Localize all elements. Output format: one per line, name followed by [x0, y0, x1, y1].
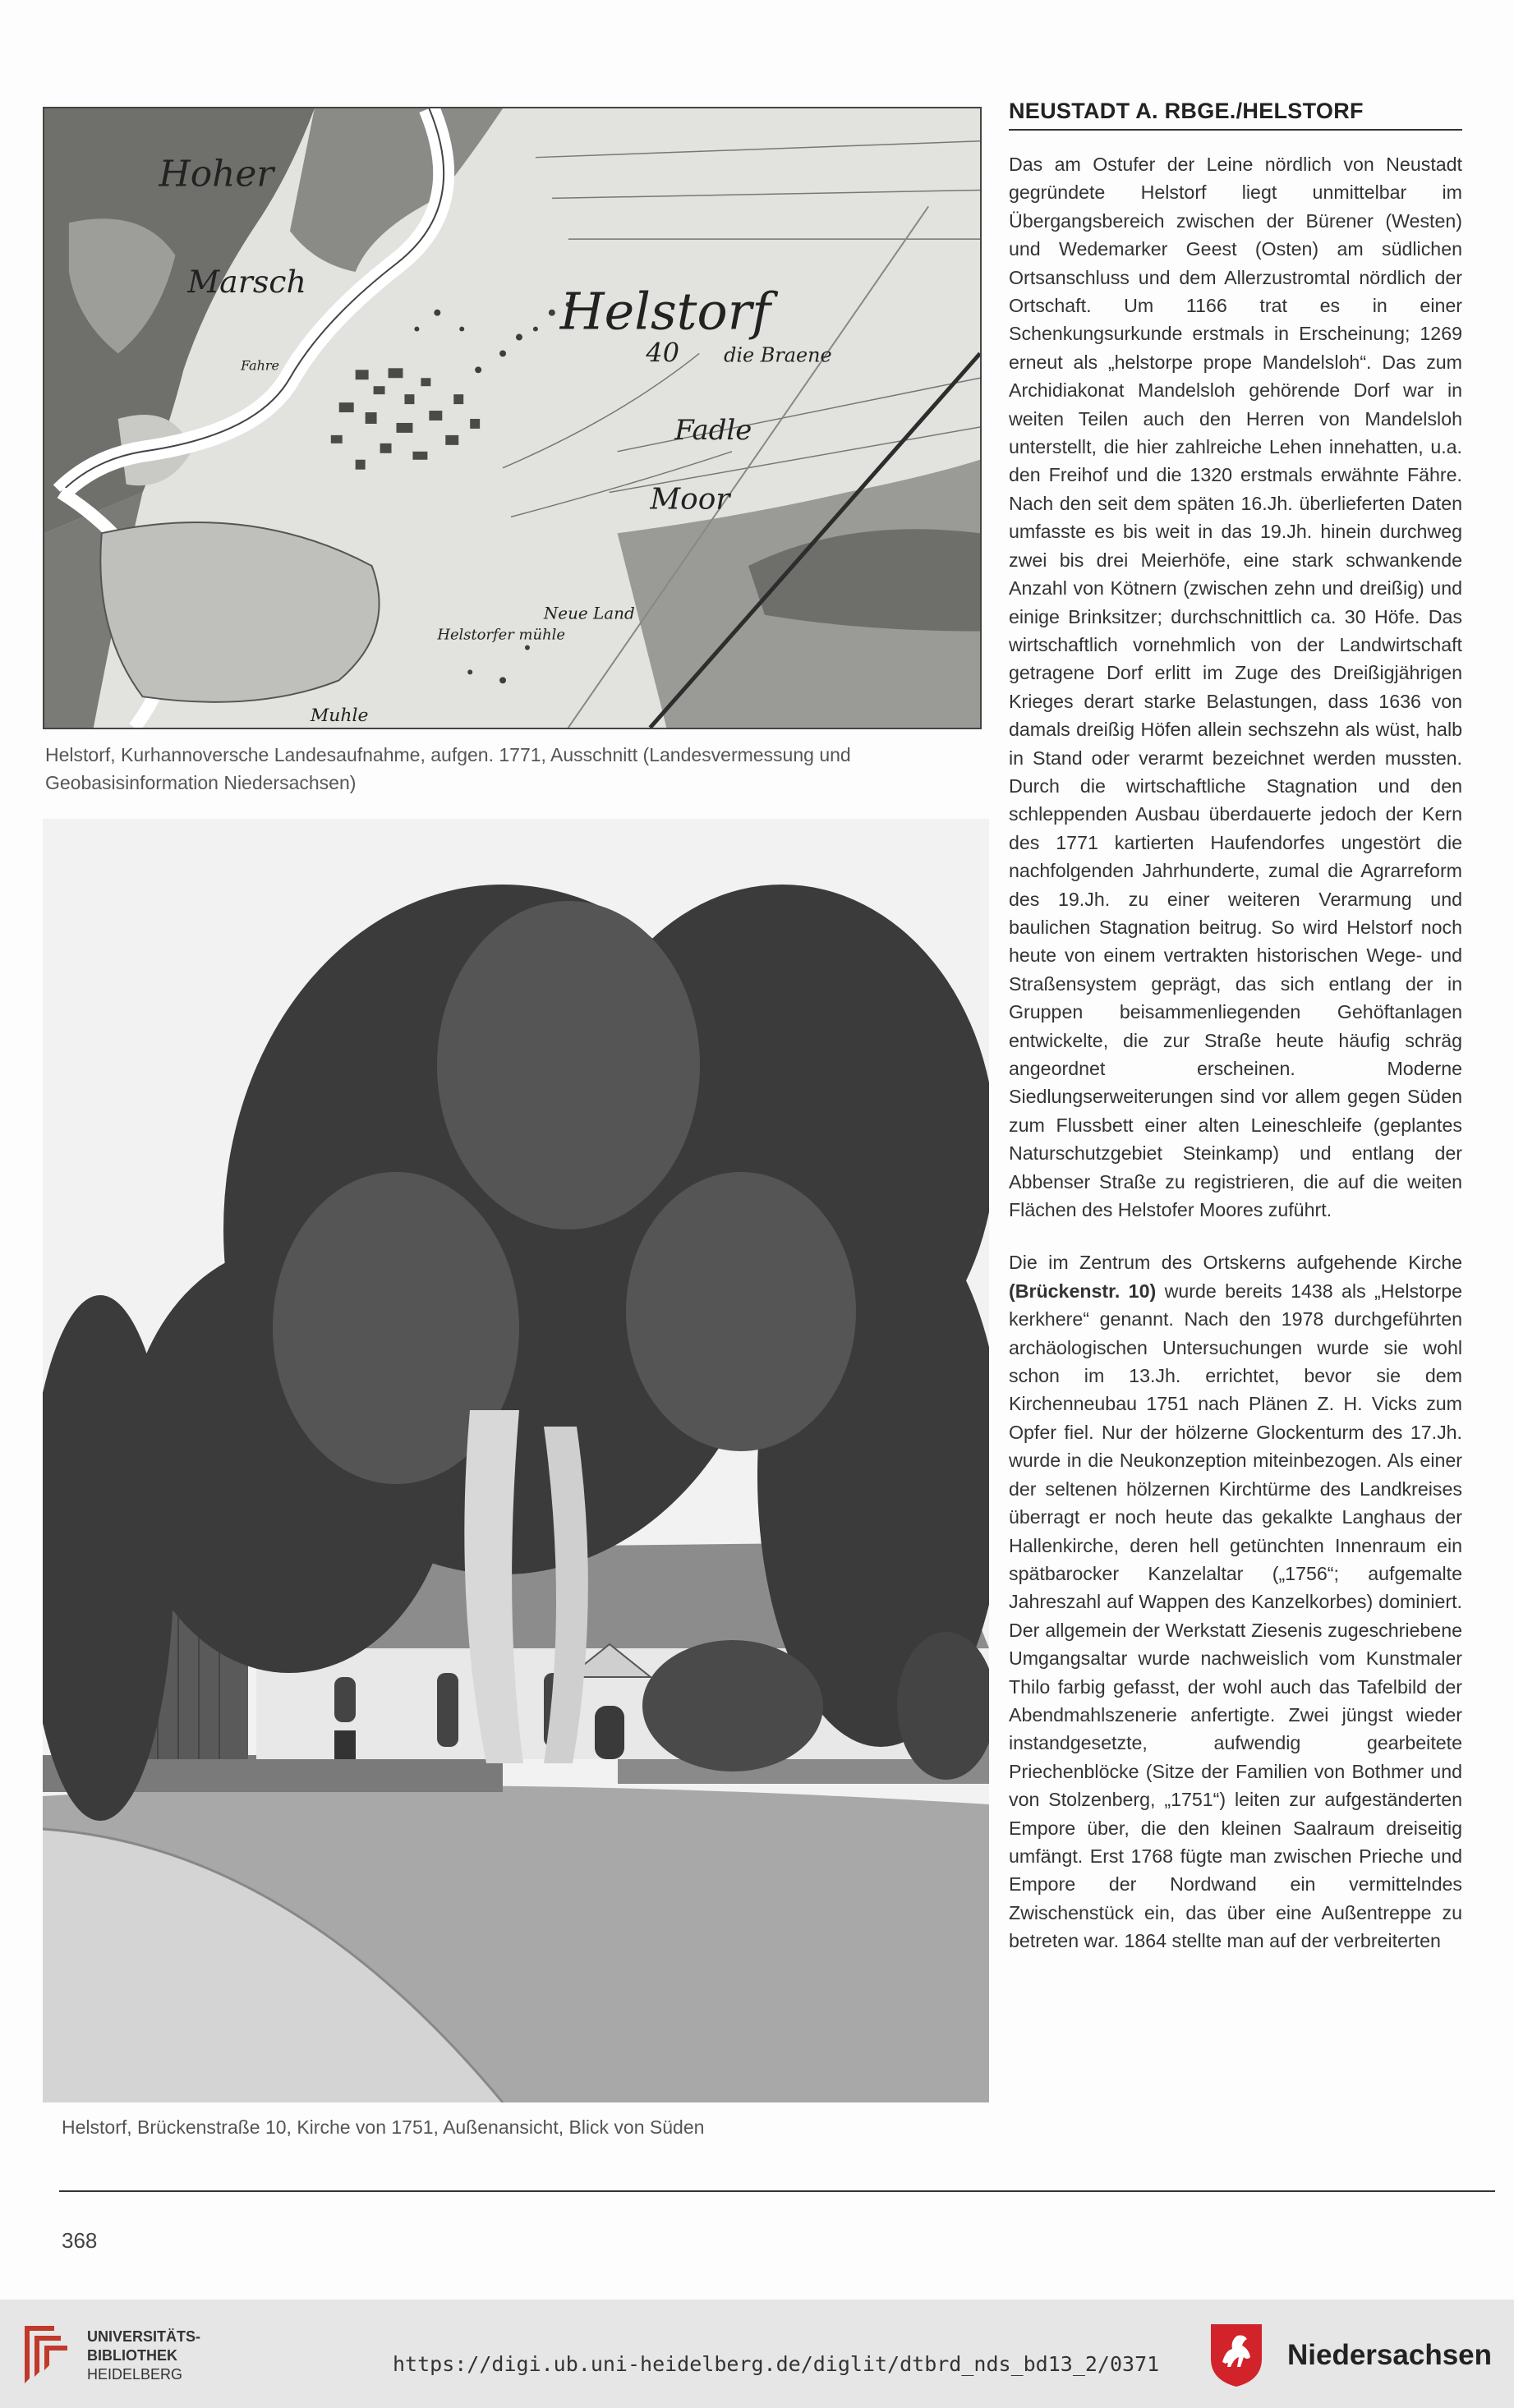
permalink-url[interactable]: https://digi.ub.uni-heidelberg.de/diglit/dtbrd_nds_bd13_2/0371 — [393, 2352, 1160, 2376]
map-caption: Helstorf, Kurhannoversche Landesaufnahme, aufgen. 1771, Ausschnitt (Landesvermessung und Geobasisinformation Niedersachsen) — [45, 744, 851, 793]
photo-caption: Helstorf, Brückenstraße 10, Kirche von 1751, Außenansicht, Blick von Süden — [62, 2116, 705, 2138]
niedersachsen-wordmark[interactable]: Niedersachsen — [1287, 2339, 1493, 2371]
ub-line-3: HEIDELBERG — [87, 2366, 183, 2383]
map-label-helstorf: Helstorf — [559, 282, 771, 342]
text-column — [1009, 99, 1462, 1955]
ub-heidelberg-wordmark[interactable] — [87, 2328, 200, 2384]
body-paragraph-2 — [1009, 1248, 1462, 1955]
page-number: 368 — [62, 2228, 98, 2253]
map-label-muhle-2: Muhle — [310, 705, 369, 727]
niedersachsen-horse-crest-icon[interactable] — [1208, 2321, 1265, 2388]
ub-heidelberg-logo-icon[interactable] — [18, 2323, 71, 2387]
map-label-fadle: Fadle — [674, 413, 752, 446]
ub-line-2: BIBLIOTHEK — [87, 2347, 177, 2364]
map-label-neue-land: Neue Land — [543, 604, 635, 623]
map-label-fahre: Fahre — [241, 357, 279, 374]
map-label-number: 40 — [646, 337, 679, 369]
body-paragraph-1: Das am Ostufer der Leine nördlich von Neustadt gegründete Helstorf liegt unmittelbar im Übergangsbereich zwischen der Bürener (Westen) und Wedemarker Geest (Osten) am südlichen Ortsanschluss und dem Allerzustromtal nördlich der Ortschaft. Um 1166 trat es in einer Schenkungsurkunde erstmals in Erscheinung; 1269 erneut als „helstorpe prope Mandelsloh“. Das zum Archidiakonat Mandelsloh gehörende Dorf war in weiten Teilen auch den Herren von Mandelsloh unterstellt, die hier zahlreiche Lehen innehatten, u.a. den Freihof und die 1320 erstmals erwähnte Fähre. Nach den seit dem späten 16.Jh. überlieferten Daten umfasste es bis weit in das 19.Jh. hinein durchweg zwei bis drei Meierhöfe, eine stark schwankende Anzahl von Kötnern (zwischen zehn und dreißig) und einige Brinksitzer; durchschnittlich ca. 30 Höfe. Das wirtschaftlich vornehmlich von der Landwirtschaft getragene Dorf erlitt im Zuge des Dreißigjährigen Krieges derart starke Belastungen, dass 1636 von damals dreißig Höfen allein sechszehn als wüst, halb in Stand oder verarmt bezeichnet werden mussten. Durch die wirtschaftliche Stagnation und den schleppenden Ausbau überdauerte jedoch der Kern des 1771 kartierten Haufendorfes ungestört die nachfolgenden Jahrhunderte, zumal die Agrarreform des 19.Jh. zu einer weiteren Verarmung und baulichen Stagnation beitrug. So wird Helstorf noch heute von einem vertrakten historischen Wege- und Straßensystem geprägt, das sich entlang der in Gruppen beisammenliegenden Gehöftanlagen entwickelte, die zur Straße heute häufig schräg angeordnet erscheinen. Moderne Siedlungserweiterungen sind vor allem gegen Süden zum Flussbett einer alten Leineschleife (geplantes Naturschutzgebiet Steinkamp) und entlang der Abbenser Straße zu registrieren, die auf die weiten Flächen des Helstofer Moores zuführt. — [1009, 154, 1462, 1221]
address-reference: (Brückenstr. 10) — [1009, 1280, 1157, 1302]
footer-rule — [59, 2190, 1495, 2192]
page-heading: NEUSTADT A. RBGE./HELSTORF — [1009, 99, 1462, 131]
body-paragraph-2-rest: wurde bereits 1438 als „Helstorpe kerkhere“ genannt. Nach den 1978 durchgeführten archäologischen Untersuchungen wurde sie wohl schon im 13.Jh. errichtet, bevor sie dem Kirchenneubau 1751 nach Plänen Z. H. Vicks zum Opfer fiel. Nur der hölzerne Glockenturm des 17.Jh. wurde in die Neukonzeption miteinbezogen. Als einer der seltenen hölzernen Kirchtürme des Landkreises überragt er noch heute das gekalkte Langhaus der Hallenkirche, deren hell getünchten Innenraum ein spätbarocker Kanzelaltar („1756“; aufgemalte Jahreszahl auf Wappen des Kanzelkorbes) dominiert. Der allgemein der Werkstatt Ziesenis zugeschriebene Umgangsaltar wurde nachweislich vom Kunstmaler Thilo farbig gefasst, der wohl auch das Tafelbild der Abendmahlszenerie anfertigte. Zwei jüngst wieder instandgesetzte, aufwendig gearbeitete Priechenblöcke (Sitze der Familien von Bothmer und von Stolzenberg, „1751“) leiten zur aufgeständerten Empore über, die den kleinen Saalraum dreiseitig umfängt. Erst 1768 fügte man zwischen Prieche und Empore der Nordwand ein vermittelndes Zwischenstück ein, das über eine Außentreppe zu betreten war. 1864 stellte man auf der verbreiterten — [1009, 1280, 1462, 1952]
historic-map-image — [43, 107, 982, 729]
ub-line-1: UNIVERSITÄTS- — [87, 2328, 201, 2345]
church-photo-image — [43, 819, 989, 2102]
map-label-braene: die Braene — [724, 343, 832, 367]
map-label-hoher: Hoher — [159, 153, 274, 195]
map-label-muhle-1: Helstorfer mühle — [437, 626, 565, 644]
map-label-marsch: Marsch — [187, 263, 306, 300]
body-paragraph-2-intro: Die im Zentrum des Ortskerns aufgehende Kirche — [1009, 1252, 1462, 1274]
viewer-footer — [0, 2300, 1514, 2408]
map-label-moor: Moor — [650, 482, 730, 517]
